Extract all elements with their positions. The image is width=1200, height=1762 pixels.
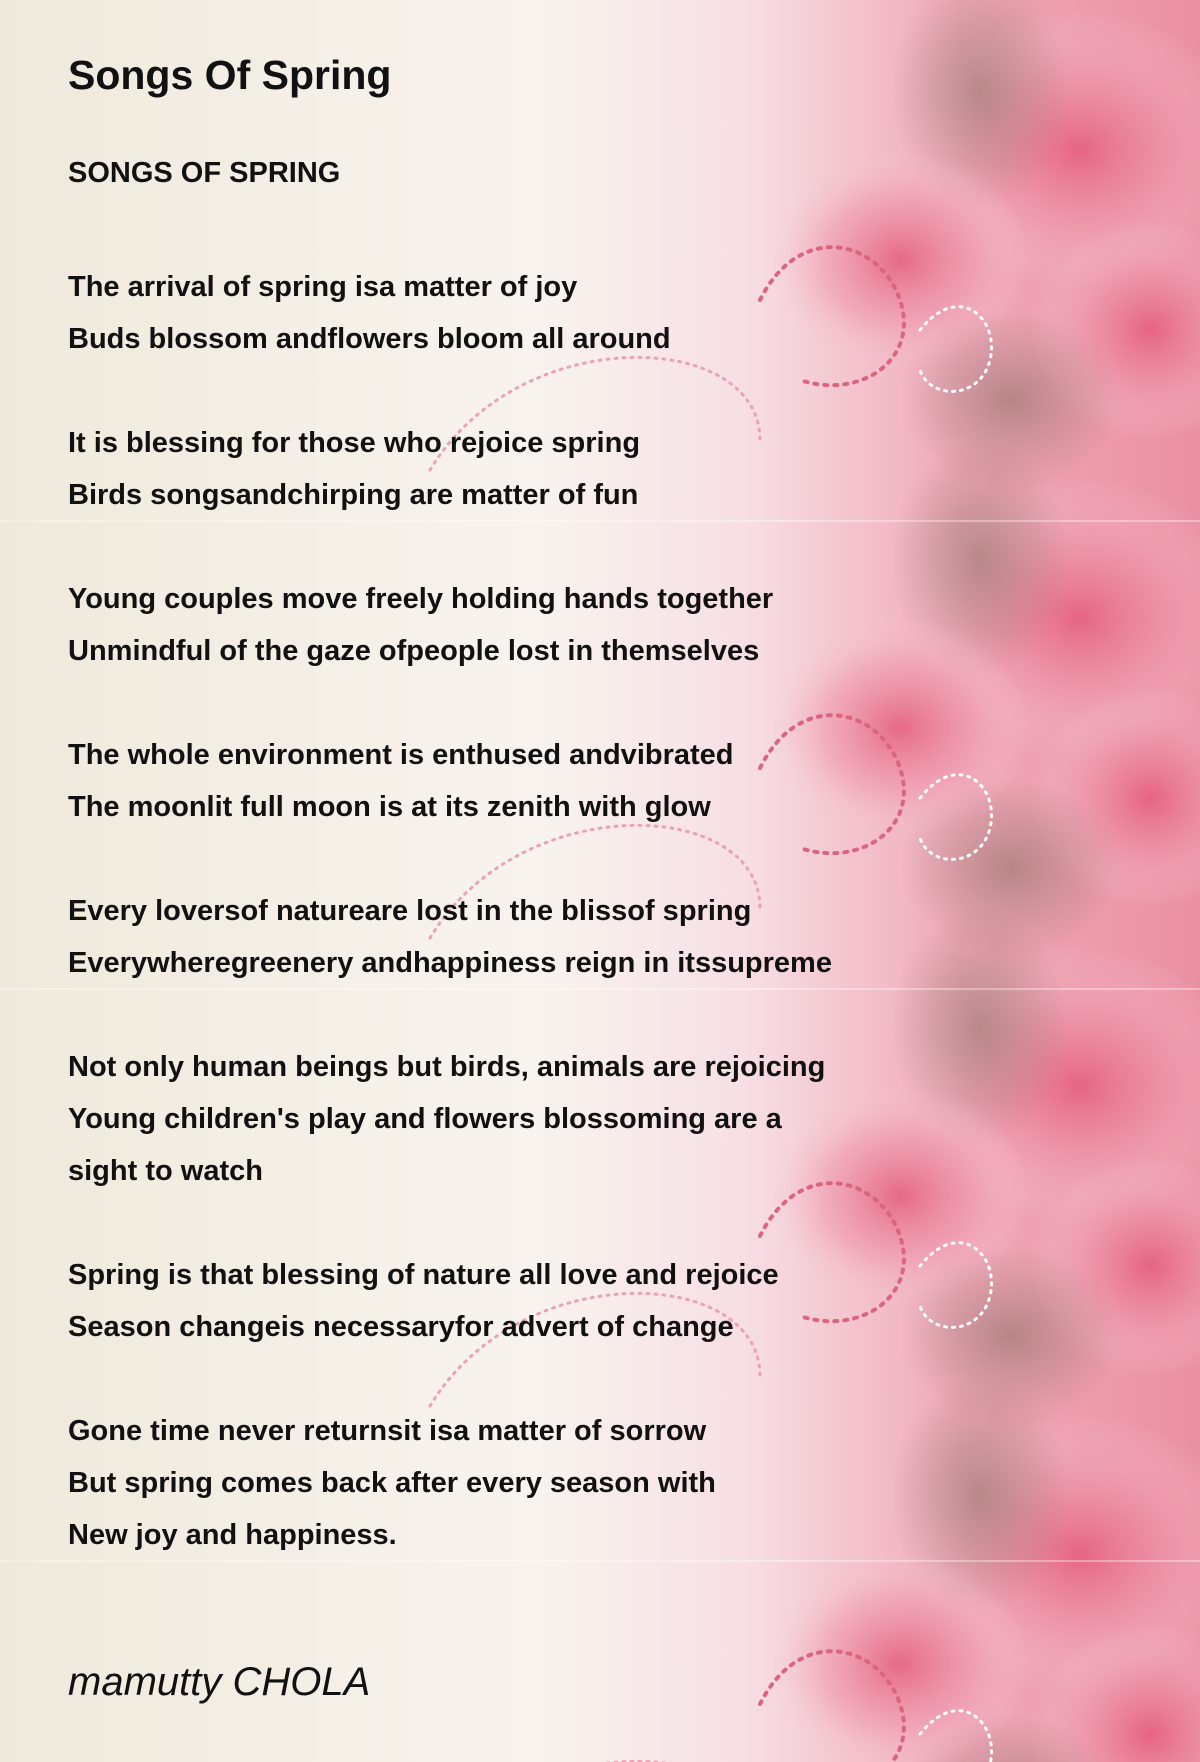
stanza [68, 1405, 832, 1561]
stanza [68, 729, 832, 833]
poem-line: Not only human beings but birds, animals are rejoicing [68, 1051, 826, 1083]
poem-line: Birds songsandchirping are matter of fun [68, 479, 639, 511]
poem-line: Every loversof natureare lost in the blissof spring [68, 895, 752, 927]
poem-line: The moonlit full moon is at its zenith with glow [68, 791, 711, 823]
poem-line: Everywheregreenery andhappiness reign in itssupreme [68, 947, 832, 979]
stanza [68, 1249, 832, 1353]
poem-line: Buds blossom andflowers bloom all around [68, 323, 671, 355]
stanza [68, 885, 832, 989]
poem-subtitle: SONGS OF SPRING [68, 157, 341, 189]
poem-line: sight to watch [68, 1155, 263, 1187]
poem-line: Gone time never returnsit isa matter of sorrow [68, 1415, 707, 1447]
poem-title: Songs Of Spring [68, 52, 392, 98]
poem-line: It is blessing for those who rejoice spring [68, 427, 641, 459]
poem-line: The arrival of spring isa matter of joy [68, 271, 578, 303]
poem-line: Spring is that blessing of nature all love and rejoice [68, 1259, 779, 1291]
stanza [68, 1041, 832, 1197]
poem-line: Unmindful of the gaze ofpeople lost in themselves [68, 635, 760, 667]
poem-line: Season changeis necessaryfor advert of change [68, 1311, 734, 1343]
poem-line: The whole environment is enthused andvibrated [68, 739, 734, 771]
poem-line: But spring comes back after every season with [68, 1467, 716, 1499]
stanza [68, 417, 832, 521]
poem-line: Young couples move freely holding hands together [68, 583, 774, 615]
poem-line: New joy and happiness. [68, 1519, 397, 1551]
stanza [68, 573, 832, 677]
poem-body [68, 261, 832, 1613]
poem-author: mamutty CHOLA [68, 1660, 371, 1704]
poem-line: Young children's play and flowers blossoming are a [68, 1103, 782, 1135]
stanza [68, 261, 832, 365]
